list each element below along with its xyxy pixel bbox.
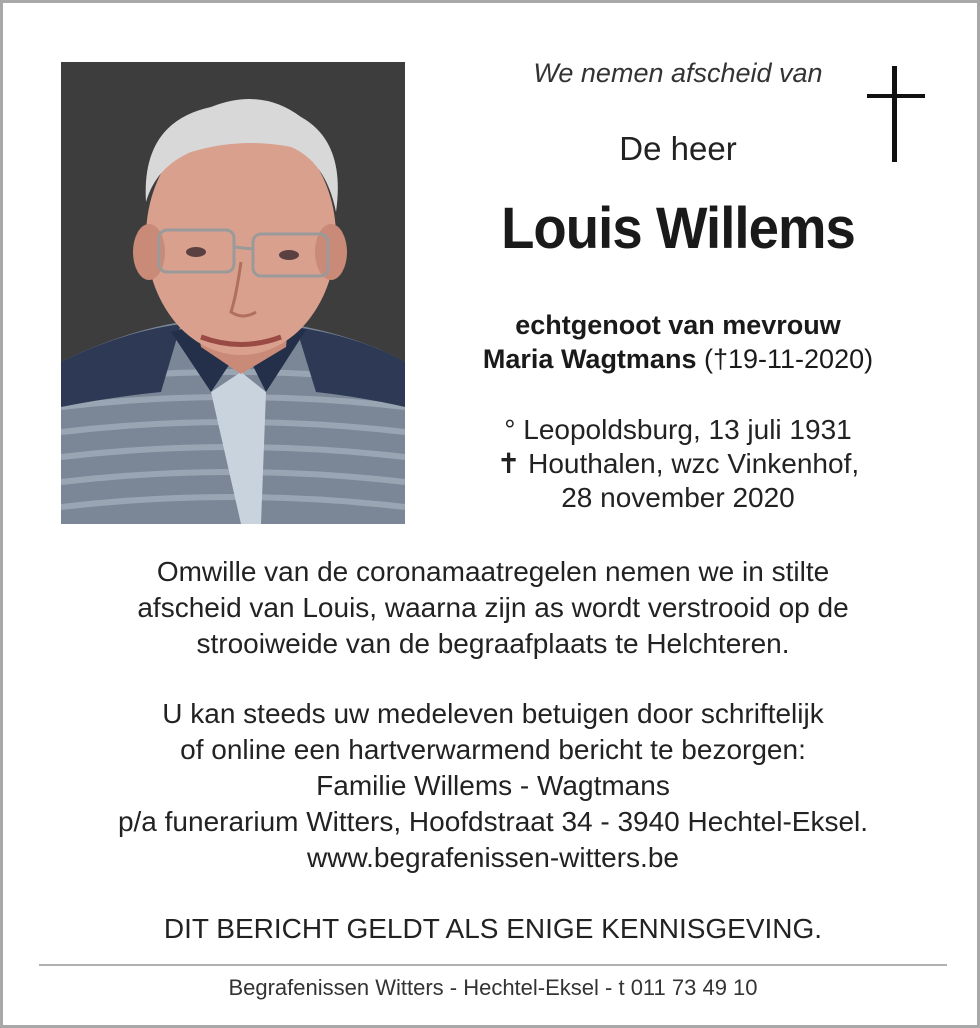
message-line: Omwille van de coronamaatregelen nemen we in stilte [156,556,830,587]
spouse-info [423,308,933,376]
death-place-line: ✝ Houthalen, wzc Vinkenhof, [496,448,860,479]
life-dates [423,413,933,515]
contact-line: U kan steeds uw medeleven betuigen door schriftelijk [162,698,824,729]
notice-text: DIT BERICHT GELDT ALS ENIGE KENNISGEVING. [163,913,823,944]
deceased-name: Louis Willems [501,196,855,261]
website-link[interactable]: www.begrafenissen-witters.be [307,842,679,873]
message-line: afscheid van Louis, waarna zijn as wordt verstrooid op de [137,592,849,623]
portrait-photo [61,62,405,524]
birth-line: ° Leopoldsburg, 13 juli 1931 [504,414,852,445]
contact-line: of online een hartverwarmend bericht te bezorgen: [180,734,806,765]
family-name-line: Familie Willems - Wagtmans [316,770,670,801]
message-line: strooiweide van de begraafplaats te Helchteren. [196,628,790,659]
footer-divider [39,964,947,966]
honorific: De heer [619,130,737,167]
address-line: p/a funerarium Witters, Hoofdstraat 34 - 3940 Hechtel-Eksel. [117,806,869,837]
contact-block [43,696,943,876]
message-block [43,554,943,662]
spouse-line: echtgenoot van mevrouw [515,310,841,340]
footer-text: Begrafenissen Witters - Hechtel-Eksel - t 011 73 49 10 [228,975,758,1000]
intro-text: We nemen afscheid van [533,58,823,88]
death-date-line: 28 november 2020 [561,482,795,513]
spouse-name-line [423,342,933,376]
spouse-name: Maria Wagtmans [482,344,697,374]
spouse-death: (†19-11-2020) [703,344,874,374]
